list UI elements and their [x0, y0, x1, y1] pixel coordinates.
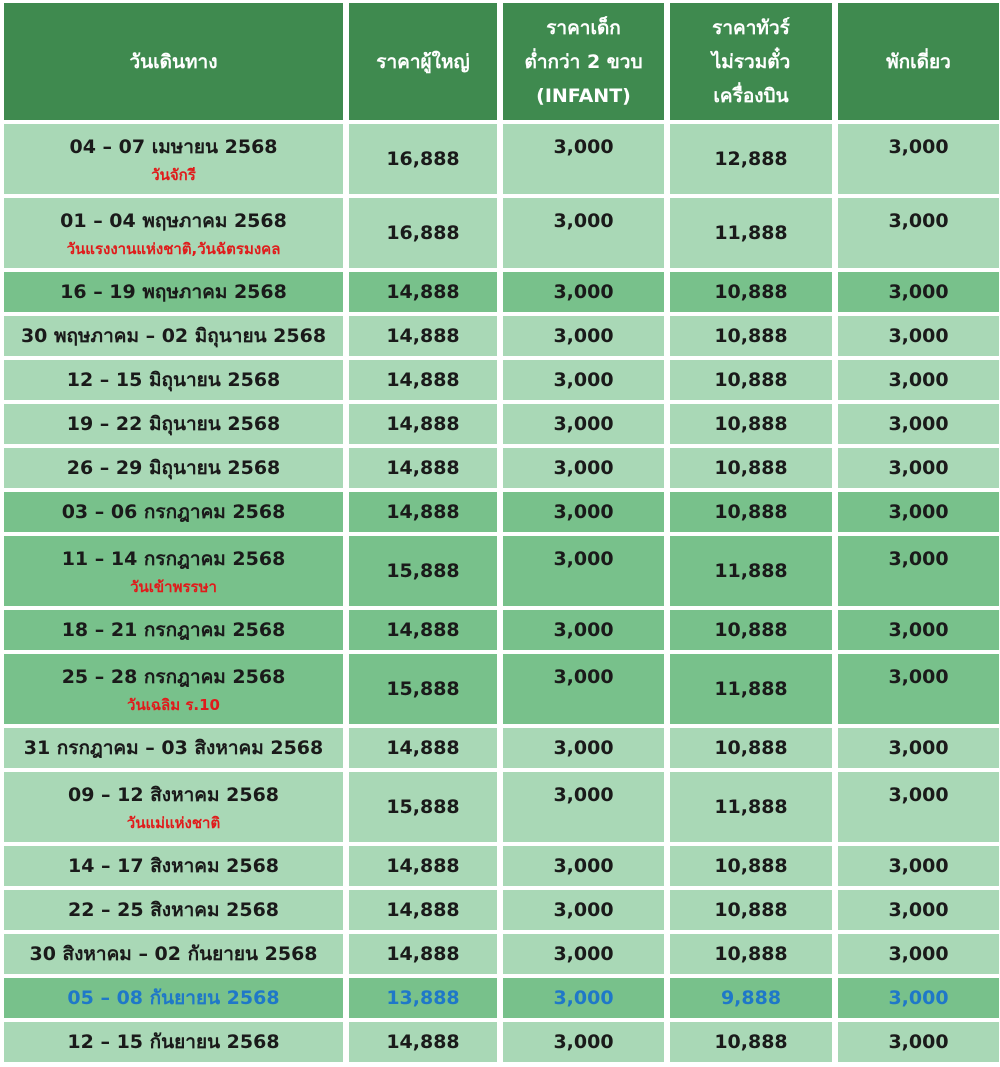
infant-price-text: 3,000 [553, 666, 614, 688]
no-flight-price-text: 11,888 [714, 678, 788, 700]
adult-price-text: 14,888 [386, 501, 460, 523]
infant-price-text: 3,000 [553, 784, 614, 806]
infant-price-cell [503, 978, 664, 1018]
no-flight-price-text: 10,888 [714, 737, 788, 759]
infant-price-cell [503, 772, 664, 842]
single-supplement-cell [838, 448, 999, 488]
date-cell [4, 316, 343, 356]
adult-price-cell [349, 1022, 497, 1062]
date-text: 09 – 12 สิงหาคม 2568 [67, 784, 280, 806]
holiday-note: วันเฉลิม ร.10 [127, 696, 220, 714]
header-single-supplement: พักเดี่ยว [838, 3, 999, 120]
infant-price-text: 3,000 [553, 369, 614, 391]
no-flight-price-cell [670, 610, 832, 650]
infant-price-cell [503, 404, 664, 444]
adult-price-text: 15,888 [386, 560, 460, 582]
no-flight-price-text: 10,888 [714, 281, 788, 303]
single-supplement-text: 3,000 [888, 281, 949, 303]
infant-price-text: 3,000 [553, 548, 614, 570]
adult-price-cell [349, 772, 497, 842]
infant-price-cell [503, 360, 664, 400]
no-flight-price-text: 9,888 [720, 987, 782, 1009]
adult-price-text: 16,888 [386, 148, 460, 170]
infant-price-text: 3,000 [553, 855, 614, 877]
no-flight-price-cell [670, 198, 832, 268]
single-supplement-cell [838, 124, 999, 194]
adult-price-text: 14,888 [386, 899, 460, 921]
header-no-flight-price [670, 3, 832, 120]
no-flight-price-text: 10,888 [714, 369, 788, 391]
single-supplement-text: 3,000 [888, 619, 949, 641]
infant-price-cell [503, 728, 664, 768]
no-flight-price-cell [670, 448, 832, 488]
date-cell [4, 772, 343, 842]
infant-price-cell [503, 1022, 664, 1062]
date-text: 03 – 06 กรกฎาคม 2568 [61, 501, 286, 523]
single-supplement-text: 3,000 [888, 136, 949, 158]
date-cell [4, 272, 343, 312]
date-cell [4, 654, 343, 724]
date-text: 04 – 07 เมษายน 2568 [69, 136, 278, 158]
single-supplement-text: 3,000 [888, 784, 949, 806]
no-flight-price-text: 10,888 [714, 899, 788, 921]
no-flight-price-cell [670, 772, 832, 842]
date-cell [4, 404, 343, 444]
date-text: 30 พฤษภาคม – 02 มิถุนายน 2568 [20, 325, 327, 347]
date-text: 30 สิงหาคม – 02 กันยายน 2568 [29, 943, 318, 965]
infant-price-cell [503, 316, 664, 356]
no-flight-price-text: 11,888 [714, 796, 788, 818]
infant-price-text: 3,000 [553, 737, 614, 759]
no-flight-price-cell [670, 492, 832, 532]
adult-price-text: 15,888 [386, 796, 460, 818]
header-no-flight-price-line: เครื่องบิน [713, 84, 789, 107]
no-flight-price-text: 10,888 [714, 501, 788, 523]
infant-price-text: 3,000 [553, 136, 614, 158]
infant-price-cell [503, 492, 664, 532]
date-cell [4, 978, 343, 1018]
infant-price-text: 3,000 [553, 1031, 614, 1053]
holiday-note: วันจักรี [151, 166, 196, 184]
single-supplement-cell [838, 772, 999, 842]
single-supplement-cell [838, 978, 999, 1018]
single-supplement-cell [838, 272, 999, 312]
date-text: 01 – 04 พฤษภาคม 2568 [60, 210, 287, 232]
date-text: 25 – 28 กรกฎาคม 2568 [61, 666, 286, 688]
no-flight-price-cell [670, 316, 832, 356]
adult-price-cell [349, 536, 497, 606]
no-flight-price-text: 11,888 [714, 222, 788, 244]
date-text: 19 – 22 มิถุนายน 2568 [66, 413, 281, 435]
no-flight-price-cell [670, 124, 832, 194]
no-flight-price-text: 10,888 [714, 457, 788, 479]
adult-price-cell [349, 654, 497, 724]
single-supplement-text: 3,000 [888, 501, 949, 523]
single-supplement-cell [838, 404, 999, 444]
single-supplement-text: 3,000 [888, 987, 949, 1009]
date-text: 22 – 25 สิงหาคม 2568 [67, 899, 280, 921]
no-flight-price-cell [670, 978, 832, 1018]
adult-price-cell [349, 198, 497, 268]
date-cell [4, 610, 343, 650]
date-text: 12 – 15 กันยายน 2568 [67, 1031, 280, 1053]
adult-price-text: 15,888 [386, 678, 460, 700]
no-flight-price-cell [670, 728, 832, 768]
holiday-note: วันแม่แห่งชาติ [126, 814, 221, 832]
no-flight-price-text: 10,888 [714, 619, 788, 641]
no-flight-price-cell [670, 846, 832, 886]
adult-price-cell [349, 404, 497, 444]
single-supplement-cell [838, 360, 999, 400]
no-flight-price-text: 10,888 [714, 855, 788, 877]
adult-price-cell [349, 124, 497, 194]
date-cell [4, 536, 343, 606]
adult-price-cell [349, 610, 497, 650]
date-cell [4, 492, 343, 532]
adult-price-cell [349, 316, 497, 356]
holiday-note: วันแรงงานแห่งชาติ,วันฉัตรมงคล [66, 240, 281, 258]
date-cell [4, 1022, 343, 1062]
header-infant-price-line: ต่ำกว่า 2 ขวบ [524, 50, 643, 73]
single-supplement-cell [838, 198, 999, 268]
adult-price-cell [349, 728, 497, 768]
adult-price-cell [349, 492, 497, 532]
infant-price-cell [503, 536, 664, 606]
single-supplement-text: 3,000 [888, 457, 949, 479]
infant-price-cell [503, 448, 664, 488]
no-flight-price-text: 11,888 [714, 560, 788, 582]
single-supplement-text: 3,000 [888, 548, 949, 570]
single-supplement-cell [838, 1022, 999, 1062]
adult-price-cell [349, 272, 497, 312]
single-supplement-text: 3,000 [888, 1031, 949, 1053]
date-cell [4, 890, 343, 930]
adult-price-text: 14,888 [386, 325, 460, 347]
header-no-flight-price-line: ราคาทัวร์ [712, 16, 790, 39]
adult-price-text: 14,888 [386, 281, 460, 303]
infant-price-cell [503, 272, 664, 312]
adult-price-text: 13,888 [386, 987, 460, 1009]
single-supplement-text: 3,000 [888, 210, 949, 232]
no-flight-price-text: 10,888 [714, 943, 788, 965]
single-supplement-text: 3,000 [888, 325, 949, 347]
single-supplement-text: 3,000 [888, 666, 949, 688]
header-infant-price-line: ราคาเด็ก [546, 16, 621, 39]
adult-price-text: 14,888 [386, 943, 460, 965]
adult-price-cell [349, 846, 497, 886]
no-flight-price-cell [670, 536, 832, 606]
header-infant-price [503, 3, 664, 120]
single-supplement-text: 3,000 [888, 855, 949, 877]
adult-price-text: 14,888 [386, 1031, 460, 1053]
infant-price-cell [503, 934, 664, 974]
single-supplement-cell [838, 846, 999, 886]
date-cell [4, 360, 343, 400]
single-supplement-cell [838, 536, 999, 606]
date-text: 14 – 17 สิงหาคม 2568 [67, 855, 280, 877]
single-supplement-cell [838, 728, 999, 768]
date-text: 26 – 29 มิถุนายน 2568 [66, 457, 281, 479]
single-supplement-cell [838, 316, 999, 356]
no-flight-price-text: 10,888 [714, 325, 788, 347]
single-supplement-cell [838, 890, 999, 930]
header-adult-price: ราคาผู้ใหญ่ [349, 3, 497, 120]
infant-price-cell [503, 610, 664, 650]
no-flight-price-cell [670, 654, 832, 724]
date-cell [4, 198, 343, 268]
date-cell [4, 728, 343, 768]
adult-price-text: 16,888 [386, 222, 460, 244]
adult-price-cell [349, 978, 497, 1018]
adult-price-cell [349, 890, 497, 930]
adult-price-cell [349, 448, 497, 488]
infant-price-text: 3,000 [553, 899, 614, 921]
infant-price-cell [503, 198, 664, 268]
no-flight-price-cell [670, 404, 832, 444]
single-supplement-cell [838, 492, 999, 532]
infant-price-text: 3,000 [553, 457, 614, 479]
adult-price-text: 14,888 [386, 619, 460, 641]
date-text: 11 – 14 กรกฎาคม 2568 [61, 548, 286, 570]
header-no-flight-price-line: ไม่รวมตั๋ว [711, 50, 791, 73]
single-supplement-cell [838, 654, 999, 724]
infant-price-text: 3,000 [553, 987, 614, 1009]
holiday-note: วันเข้าพรรษา [130, 578, 217, 596]
date-text: 16 – 19 พฤษภาคม 2568 [60, 281, 287, 303]
single-supplement-cell [838, 610, 999, 650]
adult-price-cell [349, 360, 497, 400]
date-cell [4, 448, 343, 488]
no-flight-price-cell [670, 1022, 832, 1062]
infant-price-text: 3,000 [553, 501, 614, 523]
adult-price-text: 14,888 [386, 457, 460, 479]
single-supplement-text: 3,000 [888, 943, 949, 965]
infant-price-text: 3,000 [553, 325, 614, 347]
infant-price-text: 3,000 [553, 619, 614, 641]
single-supplement-text: 3,000 [888, 413, 949, 435]
date-text: 18 – 21 กรกฎาคม 2568 [61, 619, 286, 641]
date-text: 31 กรกฎาคม – 03 สิงหาคม 2568 [23, 737, 324, 759]
infant-price-text: 3,000 [553, 413, 614, 435]
single-supplement-cell [838, 934, 999, 974]
no-flight-price-cell [670, 890, 832, 930]
adult-price-cell [349, 934, 497, 974]
adult-price-text: 14,888 [386, 737, 460, 759]
no-flight-price-cell [670, 360, 832, 400]
single-supplement-text: 3,000 [888, 369, 949, 391]
infant-price-text: 3,000 [553, 210, 614, 232]
infant-price-cell [503, 890, 664, 930]
no-flight-price-cell [670, 272, 832, 312]
no-flight-price-cell [670, 934, 832, 974]
no-flight-price-text: 12,888 [714, 148, 788, 170]
no-flight-price-text: 10,888 [714, 413, 788, 435]
date-text: 05 – 08 กันยายน 2568 [67, 987, 280, 1009]
adult-price-text: 14,888 [386, 369, 460, 391]
adult-price-text: 14,888 [386, 855, 460, 877]
infant-price-cell [503, 124, 664, 194]
date-cell [4, 934, 343, 974]
header-infant-price-line: (INFANT) [536, 84, 631, 107]
date-cell [4, 846, 343, 886]
infant-price-text: 3,000 [553, 943, 614, 965]
date-text: 12 – 15 มิถุนายน 2568 [66, 369, 281, 391]
header-date: วันเดินทาง [4, 3, 343, 120]
infant-price-cell [503, 846, 664, 886]
infant-price-text: 3,000 [553, 281, 614, 303]
single-supplement-text: 3,000 [888, 899, 949, 921]
adult-price-text: 14,888 [386, 413, 460, 435]
date-cell [4, 124, 343, 194]
single-supplement-text: 3,000 [888, 737, 949, 759]
no-flight-price-text: 10,888 [714, 1031, 788, 1053]
infant-price-cell [503, 654, 664, 724]
